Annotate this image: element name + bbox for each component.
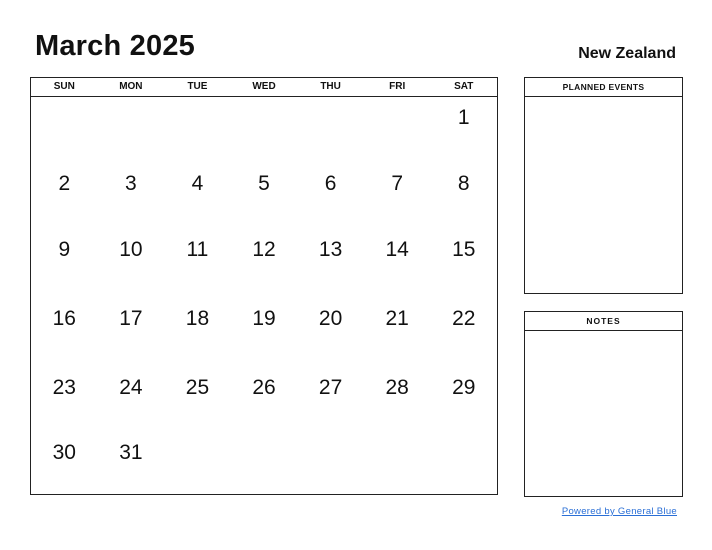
day-cell: 28: [385, 376, 409, 399]
dow-sun: SUN: [53, 81, 75, 92]
day-cell: [31, 107, 98, 131]
day-cell: 14: [385, 238, 409, 261]
day-cell: [297, 442, 364, 466]
week-row: [31, 173, 497, 197]
dow-mon: MON: [119, 81, 143, 92]
day-cell: [364, 107, 431, 131]
notes-panel: [524, 311, 683, 497]
day-cell: 18: [185, 307, 210, 330]
day-cell: 29: [452, 376, 476, 399]
week-row: [31, 377, 497, 401]
day-cell: 11: [186, 238, 209, 261]
day-cell: [231, 107, 298, 131]
planned-events-heading: PLANNED EVENTS: [525, 78, 682, 97]
day-cell: 25: [185, 376, 210, 399]
day-cell: 8: [457, 172, 470, 195]
day-of-week-header: [31, 78, 497, 97]
day-cell: [297, 107, 364, 131]
day-cell: 9: [58, 238, 71, 261]
day-cell: [98, 107, 165, 131]
dow-fri: FRI: [389, 81, 406, 92]
week-row: [31, 308, 497, 332]
day-cell: 10: [119, 238, 143, 261]
day-cell: 15: [452, 238, 476, 261]
day-cell: [364, 442, 431, 466]
powered-by-link[interactable]: Powered by General Blue: [561, 506, 677, 517]
week-row: [31, 107, 497, 131]
day-cell: 19: [252, 307, 276, 330]
day-cell: 31: [119, 441, 143, 464]
day-cell: 5: [258, 172, 270, 195]
day-cell: [231, 442, 298, 466]
day-cell: [164, 442, 231, 466]
day-cell: 4: [191, 172, 204, 195]
day-cell: 26: [252, 376, 276, 399]
week-row: [31, 239, 497, 263]
dow-tue: TUE: [187, 81, 208, 92]
weeks-container: [31, 97, 497, 495]
day-cell: 30: [52, 441, 76, 464]
page-title: March 2025: [35, 30, 195, 62]
day-cell: 3: [125, 172, 137, 195]
day-cell: 12: [252, 238, 276, 261]
day-cell: 20: [318, 307, 343, 330]
day-cell: 21: [385, 307, 409, 330]
day-cell: 13: [318, 238, 343, 261]
notes-heading: NOTES: [525, 312, 682, 331]
day-cell: 17: [119, 307, 143, 330]
day-cell: 7: [391, 172, 404, 195]
day-cell: 27: [318, 376, 343, 399]
day-cell: [164, 107, 231, 131]
day-cell: 2: [58, 172, 71, 195]
dow-sat: SAT: [454, 81, 474, 92]
day-cell: 22: [452, 307, 476, 330]
calendar-grid: [30, 77, 498, 495]
country-label: New Zealand: [578, 45, 676, 62]
day-cell: 1: [457, 106, 470, 129]
planned-events-panel: [524, 77, 683, 294]
dow-thu: THU: [320, 81, 341, 92]
day-cell: 24: [119, 376, 143, 399]
day-cell: 23: [52, 376, 76, 399]
week-row: [31, 442, 497, 466]
dow-wed: WED: [252, 81, 276, 92]
day-cell: [430, 442, 497, 466]
day-cell: 6: [324, 172, 337, 195]
day-cell: 16: [52, 307, 76, 330]
